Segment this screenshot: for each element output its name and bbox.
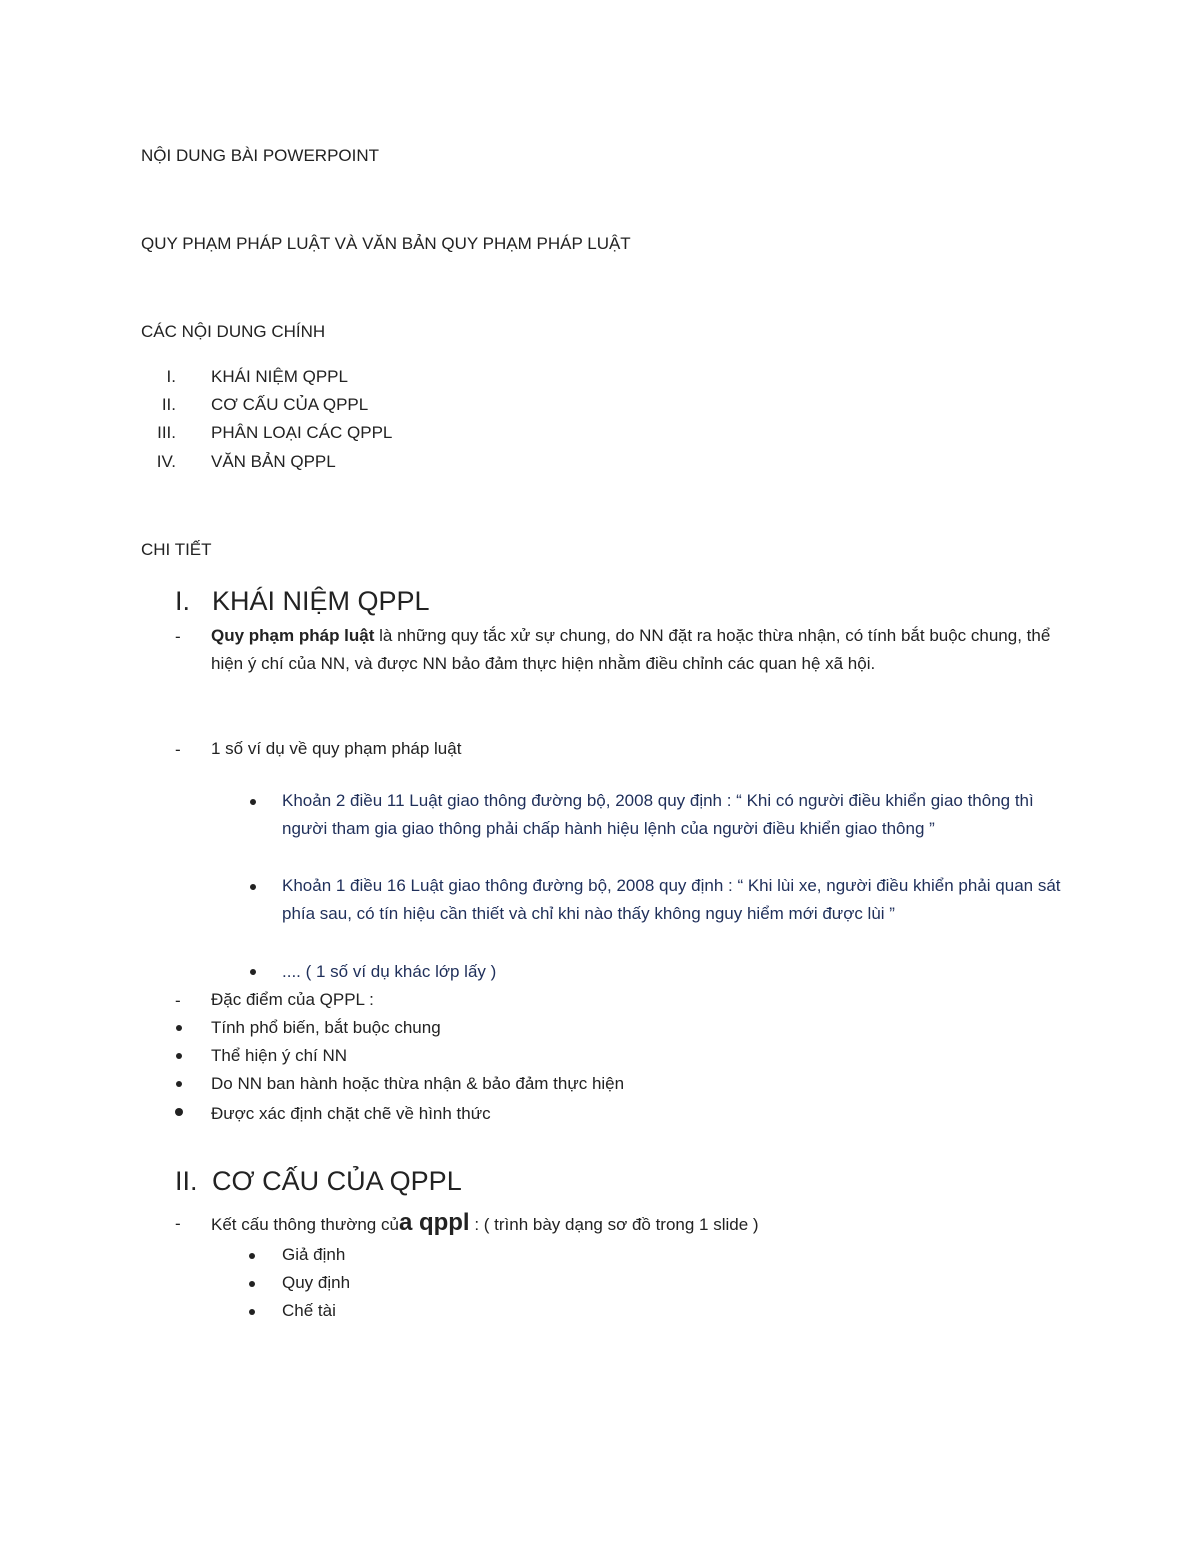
- subject-title: QUY PHẠM PHÁP LUẬT VÀ VĂN BẢN QUY PHẠM PHÁP LUẬT: [141, 234, 631, 253]
- structure-emphasis: a qppl: [398, 1209, 470, 1236]
- toc-heading: CÁC NỘI DUNG CHÍNH: [141, 322, 326, 341]
- dash-marker: -: [175, 627, 181, 646]
- definition-paragraph: [211, 622, 1071, 678]
- example-text: Khoản 2 điều 11 Luật giao thông đường bộ, 2008 quy định : “ Khi có người điều khiển giao thông thì người tham gia giao thông phải chấp hành hiệu lệnh của người điều khiển giao thông ”: [282, 791, 1034, 838]
- toc-label: PHÂN LOẠI CÁC QPPL: [211, 423, 393, 442]
- toc-label: KHÁI NIỆM QPPL: [211, 367, 348, 386]
- bullet-icon: [249, 1281, 255, 1287]
- features-label: Đặc điểm của QPPL :: [211, 990, 374, 1009]
- example-text: Khoản 1 điều 16 Luật giao thông đường bộ, 2008 quy định : “ Khi lùi xe, người điều khiển phải quan sát phía sau, có tín hiệu cần thiết và chỉ khi nào thấy không nguy hiểm mới được lùi ”: [282, 876, 1061, 923]
- toc-number: I.: [166, 367, 176, 386]
- feature-text: Thể hiện ý chí NN: [211, 1046, 348, 1065]
- section-1-title: KHÁI NIỆM QPPL: [212, 586, 430, 616]
- bullet-icon: [249, 1309, 255, 1315]
- toc-number: III.: [157, 423, 176, 442]
- structure-prefix: Kết cấu thông thường củ: [211, 1215, 399, 1234]
- toc-label: VĂN BẢN QPPL: [211, 452, 336, 471]
- bullet-icon: [175, 1108, 183, 1116]
- bullet-icon: [250, 884, 256, 890]
- toc-number: II.: [161, 395, 176, 414]
- bullet-icon: [249, 1253, 255, 1259]
- dash-marker: -: [175, 740, 181, 759]
- bullet-icon: [250, 799, 256, 805]
- bullet-icon: [176, 1025, 182, 1031]
- toc-number: IV.: [156, 452, 176, 471]
- part-text: Giả định: [282, 1245, 346, 1264]
- definition-term: Quy phạm pháp luật: [211, 626, 375, 645]
- part-text: Chế tài: [282, 1301, 336, 1320]
- examples-label: 1 số ví dụ về quy phạm pháp luật: [211, 739, 462, 758]
- bullet-icon: [176, 1053, 182, 1059]
- structure-paragraph: [211, 1209, 1071, 1239]
- feature-text: Được xác định chặt chẽ về hình thức: [211, 1104, 491, 1123]
- dash-marker: -: [175, 991, 181, 1010]
- definition-text: là những quy tắc xử sự chung, do NN đặt ra hoặc thừa nhận, có tính bắt buộc chung, thể hiện ý chí của NN, và được NN bảo đảm thực hiện nhằm điều chỉnh các quan hệ xã hội.: [211, 626, 1051, 673]
- detail-heading: CHI TIẾT: [141, 540, 212, 559]
- feature-text: Tính phổ biến, bắt buộc chung: [211, 1018, 441, 1037]
- bullet-icon: [176, 1081, 182, 1087]
- feature-text: Do NN ban hành hoặc thừa nhận & bảo đảm thực hiện: [211, 1074, 625, 1093]
- structure-suffix: : ( trình bày dạng sơ đồ trong 1 slide ): [469, 1215, 759, 1234]
- section-2-number: II.: [175, 1166, 198, 1196]
- dash-marker: -: [175, 1214, 181, 1233]
- example-text: .... ( 1 số ví dụ khác lớp lấy ): [282, 962, 497, 981]
- toc-label: CƠ CẤU CỦA QPPL: [211, 395, 369, 414]
- bullet-icon: [250, 969, 256, 975]
- section-2-title: CƠ CẤU CỦA QPPL: [212, 1166, 462, 1196]
- section-1-number: I.: [175, 586, 191, 616]
- part-text: Quy định: [282, 1273, 351, 1292]
- document-title: NỘI DUNG BÀI POWERPOINT: [141, 146, 380, 165]
